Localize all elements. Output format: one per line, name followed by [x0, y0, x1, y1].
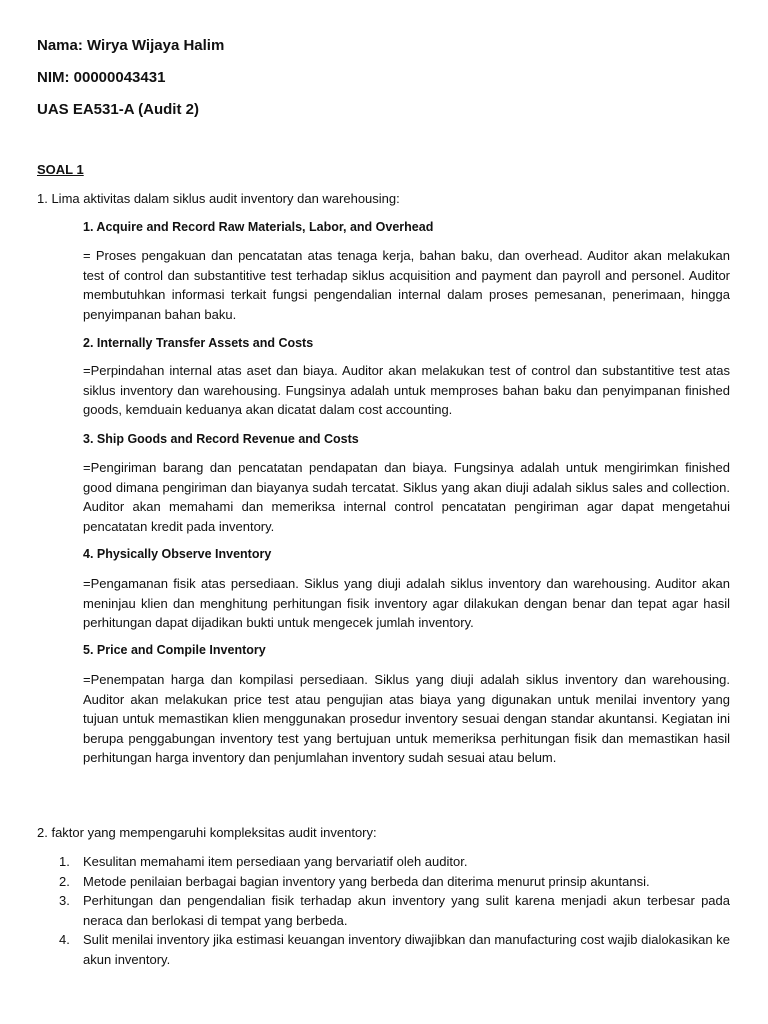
list-item: [37, 872, 730, 892]
list-item: [37, 930, 730, 969]
list-item: [37, 891, 730, 930]
activity-text-4: =Pengamanan fisik atas persediaan. Siklus yang diuji adalah siklus inventory dan warehousing. Auditor akan meninjau klien dan menghitung perhitungan fisik inventory agar dilakukan dengan benar dan tepat agar hasil perhitungan dapat dijadikan bukti untuk mengecek jumlah inventory.: [83, 576, 730, 630]
activity-heading-3: 3. Ship Goods and Record Revenue and Costs: [83, 432, 359, 446]
list-item-text: Kesulitan memahami item persediaan yang bervariatif oleh auditor.: [83, 854, 468, 869]
question-1-intro: 1. Lima aktivitas dalam siklus audit inventory dan warehousing:: [37, 191, 400, 206]
question-2-intro: 2. faktor yang mempengaruhi kompleksitas audit inventory:: [37, 825, 377, 840]
list-item-text: Metode penilaian berbagai bagian inventory yang berbeda dan diterima menurut prinsip akuntansi.: [83, 873, 650, 889]
complexity-factor-list: [37, 852, 730, 969]
student-name: Nama: Wirya Wijaya Halim: [37, 37, 225, 54]
activity-heading-4: 4. Physically Observe Inventory: [83, 547, 272, 561]
section-title: SOAL 1: [37, 162, 84, 177]
list-item-number: 4.: [59, 932, 70, 947]
exam-title: UAS EA531-A (Audit 2): [37, 101, 199, 118]
list-item-number: 2.: [59, 873, 70, 889]
activity-text-3: =Pengiriman barang dan pencatatan pendapatan dan biaya. Fungsinya adalah untuk mengirimkan finished good dimana pengiriman dan biayanya sudah tercatat. Siklus yang akan diuji adalah siklus sales and collection. Auditor akan memahami dan memeriksa internal control pencatatan pengiriman agar dapat mengetahui pencatatan kredit pada inventory.: [83, 460, 730, 534]
activity-heading-2: 2. Internally Transfer Assets and Costs: [83, 336, 314, 350]
student-nim: NIM: 00000043431: [37, 69, 166, 86]
list-item-number: 3.: [59, 893, 70, 908]
activity-heading-1: 1. Acquire and Record Raw Materials, Labor, and Overhead: [83, 220, 434, 234]
activity-heading-5: 5. Price and Compile Inventory: [83, 643, 266, 657]
activity-text-1: = Proses pengakuan dan pencatatan atas tenaga kerja, bahan baku, dan overhead. Auditor akan melakukan test of control dan substantitive test terhadap siklus acquisition and payment dan payroll and personel. Auditor membutuhkan informasi terkait fungsi pengendalian internal dalam proses pemesanan, penerimaan, hingga penyimpanan bahan baku.: [83, 248, 730, 322]
activity-text-2: =Perpindahan internal atas aset dan biaya. Auditor akan melakukan test of control dan substantitive test atas siklus inventory dan warehousing. Fungsinya adalah untuk memproses bahan baku dan penyimpanan finished goods, kemduain keduanya akan dicatat dalam cost accounting.: [83, 363, 730, 417]
list-item-number: 1.: [59, 854, 70, 869]
list-item-text: Perhitungan dan pengendalian fisik terhadap akun inventory yang sulit karena menjadi akun terbesar pada neraca dan berlokasi di tempat yang berbeda.: [83, 893, 730, 928]
list-item: [37, 852, 730, 872]
activity-text-5: =Penempatan harga dan kompilasi persediaan. Siklus yang diuji adalah siklus inventory dan warehousing. Auditor akan melakukan price test atau pengujian atas biaya yang digunakan untuk menilai inventory yang tujuan untuk memastikan klien menggunakan prosedur inventory sesuai dengan standar akuntansi. Kegiatan ini berupa penggabungan inventory test yang bertujuan untuk memeriksa perhitungan fisik dan memastikan hasil perhitungan harga inventory dan penjumlahan inventory sudah sesuai atau belum.: [83, 672, 730, 765]
list-item-text: Sulit menilai inventory jika estimasi keuangan inventory diwajibkan dan manufacturing cost wajib dialokasikan ke akun inventory.: [83, 932, 730, 967]
